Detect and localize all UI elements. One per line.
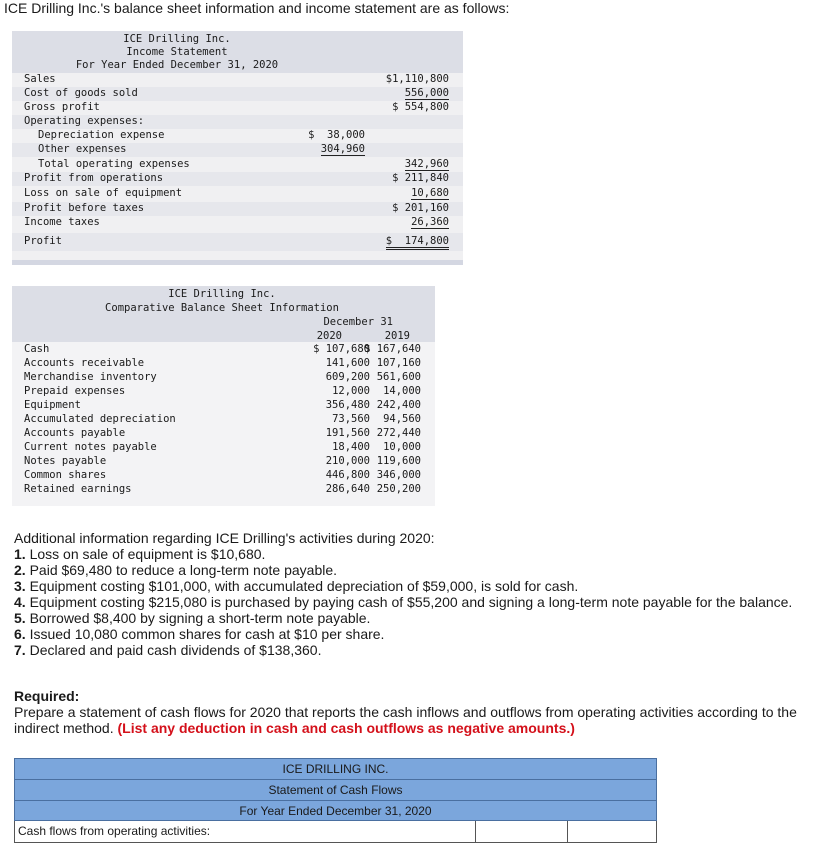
bs-value-2019: 10,000 bbox=[383, 441, 421, 453]
bs-row bbox=[12, 357, 435, 371]
is-label: Total operating expenses bbox=[38, 158, 190, 170]
cf-amount-input-2[interactable] bbox=[568, 821, 657, 842]
additional-item bbox=[14, 578, 792, 594]
is-label: Profit bbox=[24, 235, 62, 247]
bs-label: Merchandise inventory bbox=[24, 371, 157, 383]
additional-item bbox=[14, 594, 792, 610]
bs-value-2020: $ 107,680 bbox=[313, 343, 370, 355]
is-value: 342,960 bbox=[404, 158, 449, 170]
additional-item-number: 3. bbox=[14, 578, 26, 594]
bs-date-header: December 31 bbox=[323, 316, 393, 328]
cf-title-period-text: For Year Ended December 31, 2020 bbox=[239, 804, 432, 818]
balance-sheet-header bbox=[12, 286, 435, 342]
cash-flow-table bbox=[14, 758, 657, 838]
additional-item bbox=[14, 626, 792, 642]
is-value: 556,000 bbox=[404, 87, 449, 99]
is-label: Profit before taxes bbox=[24, 202, 145, 214]
additional-item-text: Issued 10,080 common shares for cash at $10 per share. bbox=[29, 626, 385, 642]
bs-value-2019: 107,160 bbox=[376, 357, 421, 369]
bs-label: Notes payable bbox=[24, 455, 107, 467]
additional-list bbox=[14, 546, 792, 658]
balance-sheet-table bbox=[12, 286, 435, 506]
bs-label: Accumulated depreciation bbox=[24, 413, 176, 425]
is-value: $1,110,800 bbox=[385, 73, 449, 85]
bs-row bbox=[12, 441, 435, 455]
is-row-sales bbox=[12, 73, 463, 87]
cf-amount-input-1[interactable] bbox=[476, 821, 568, 842]
is-value: $ 554,800 bbox=[392, 101, 449, 113]
income-statement-header bbox=[12, 31, 463, 73]
is-row-total-operating bbox=[12, 158, 463, 172]
bs-value-2019: 272,440 bbox=[376, 427, 421, 439]
bs-row bbox=[12, 483, 435, 497]
bs-row bbox=[12, 469, 435, 483]
is-label: Income taxes bbox=[24, 216, 100, 228]
bs-value-2020: 356,480 bbox=[325, 399, 370, 411]
cf-title-company-text: ICE DRILLING INC. bbox=[282, 762, 389, 776]
bs-row bbox=[12, 455, 435, 469]
additional-item-text: Paid $69,480 to reduce a long-term note payable. bbox=[29, 562, 338, 578]
is-label: Sales bbox=[24, 73, 56, 85]
cf-title-statement-text: Statement of Cash Flows bbox=[268, 783, 403, 797]
is-title-period: For Year Ended December 31, 2020 bbox=[75, 59, 279, 71]
additional-item-number: 5. bbox=[14, 610, 26, 626]
additional-item bbox=[14, 546, 792, 562]
is-label: Other expenses bbox=[38, 143, 127, 155]
is-label: Depreciation expense bbox=[38, 129, 165, 141]
is-label: Cost of goods sold bbox=[24, 87, 138, 99]
is-title-statement: Income Statement bbox=[126, 46, 228, 58]
additional-item bbox=[14, 610, 792, 626]
is-row-profit-operations bbox=[12, 172, 463, 186]
bs-value-2019: 250,200 bbox=[376, 483, 421, 495]
additional-item-number: 4. bbox=[14, 594, 26, 610]
required-instruction: Prepare a statement of cash flows for 2020 that reports the cash inflows and outflows from operating activities according to the indirect method. bbox=[14, 704, 797, 736]
cf-row-operating bbox=[14, 821, 657, 843]
bs-col-2020: 2020 bbox=[316, 330, 342, 342]
is-row-operating-expenses bbox=[12, 115, 463, 129]
is-value: $ 38,000 bbox=[308, 129, 365, 141]
additional-item-number: 6. bbox=[14, 626, 26, 642]
is-label: Loss on sale of equipment bbox=[24, 187, 183, 199]
bs-value-2020: 446,800 bbox=[325, 469, 370, 481]
is-row-cogs bbox=[12, 87, 463, 101]
bs-row bbox=[12, 399, 435, 413]
bs-value-2020: 18,400 bbox=[332, 441, 370, 453]
is-footer-bar bbox=[12, 260, 463, 265]
is-value: 304,960 bbox=[320, 143, 365, 155]
bs-value-2020: 210,000 bbox=[325, 455, 370, 467]
bs-label: Accounts receivable bbox=[24, 357, 145, 369]
bs-value-2020: 609,200 bbox=[325, 371, 370, 383]
bs-value-2020: 12,000 bbox=[332, 385, 370, 397]
bs-value-2019: 119,600 bbox=[376, 455, 421, 467]
additional-item-text: Declared and paid cash dividends of $138,360. bbox=[29, 642, 322, 658]
bs-value-2019: 14,000 bbox=[383, 385, 421, 397]
bs-title-statement: Comparative Balance Sheet Information bbox=[105, 302, 339, 314]
additional-item bbox=[14, 562, 792, 578]
cf-operating-label: Cash flows from operating activities: bbox=[15, 821, 476, 842]
is-value: $ 201,160 bbox=[392, 202, 449, 214]
required-text bbox=[14, 704, 819, 736]
required-section bbox=[14, 688, 819, 736]
is-title-company: ICE Drilling Inc. bbox=[123, 33, 231, 45]
additional-information bbox=[14, 530, 792, 658]
additional-item bbox=[14, 642, 792, 658]
bs-value-2020: 191,560 bbox=[325, 427, 370, 439]
bs-row bbox=[12, 385, 435, 399]
bs-label: Accounts payable bbox=[24, 427, 126, 439]
additional-item-number: 7. bbox=[14, 642, 26, 658]
additional-item-text: Loss on sale of equipment is $10,680. bbox=[29, 546, 266, 562]
cf-title-statement bbox=[14, 779, 657, 800]
additional-item-text: Equipment costing $215,080 is purchased by paying cash of $55,200 and signing a long-term note payable for the balance. bbox=[29, 594, 793, 610]
cf-title-period bbox=[14, 800, 657, 821]
bs-label: Common shares bbox=[24, 469, 107, 481]
required-note: (List any deduction in cash and cash outflows as negative amounts.) bbox=[117, 720, 575, 736]
is-label: Operating expenses: bbox=[24, 115, 145, 127]
bs-label: Current notes payable bbox=[24, 441, 157, 453]
required-heading: Required: bbox=[14, 688, 80, 704]
bs-label: Prepaid expenses bbox=[24, 385, 126, 397]
bs-value-2019: 94,560 bbox=[383, 413, 421, 425]
is-value: 26,360 bbox=[411, 216, 449, 228]
is-value: $ 211,840 bbox=[392, 172, 449, 184]
additional-item-number: 1. bbox=[14, 546, 26, 562]
is-row-depreciation bbox=[12, 129, 463, 143]
bs-title-company: ICE Drilling Inc. bbox=[168, 288, 276, 300]
bs-row bbox=[12, 427, 435, 441]
bs-label: Equipment bbox=[24, 399, 81, 411]
is-label: Gross profit bbox=[24, 101, 100, 113]
is-value: $ 174,800 bbox=[386, 235, 449, 250]
bs-value-2019: 242,400 bbox=[376, 399, 421, 411]
bs-row bbox=[12, 413, 435, 427]
bs-row bbox=[12, 343, 435, 357]
additional-item-text: Equipment costing $101,000, with accumulated depreciation of $59,000, is sold for cash. bbox=[29, 578, 579, 594]
additional-heading: Additional information regarding ICE Drilling's activities during 2020: bbox=[14, 530, 435, 546]
is-row-profit-before-taxes bbox=[12, 202, 463, 216]
bs-value-2019: 346,000 bbox=[376, 469, 421, 481]
bs-label: Cash bbox=[24, 343, 50, 355]
is-value: 10,680 bbox=[411, 187, 449, 199]
bs-label: Retained earnings bbox=[24, 483, 132, 495]
cf-title-company bbox=[14, 758, 657, 779]
is-row-other-expenses bbox=[12, 143, 463, 157]
is-row-profit bbox=[12, 233, 463, 251]
income-statement-table bbox=[12, 31, 463, 265]
is-label: Profit from operations bbox=[24, 172, 164, 184]
additional-item-number: 2. bbox=[14, 562, 26, 578]
additional-item-text: Borrowed $8,400 by signing a short-term note payable. bbox=[29, 610, 371, 626]
bs-value-2019: $ 167,640 bbox=[364, 343, 421, 355]
is-row-loss-sale bbox=[12, 187, 463, 201]
intro-text: ICE Drilling Inc.'s balance sheet information and income statement are as follows: bbox=[4, 0, 510, 16]
bs-value-2020: 73,560 bbox=[332, 413, 370, 425]
bs-value-2020: 141,600 bbox=[325, 357, 370, 369]
bs-value-2020: 286,640 bbox=[325, 483, 370, 495]
bs-row bbox=[12, 371, 435, 385]
bs-col-2019: 2019 bbox=[384, 330, 410, 342]
is-row-gross-profit bbox=[12, 101, 463, 115]
bs-value-2019: 561,600 bbox=[376, 371, 421, 383]
is-row-income-taxes bbox=[12, 216, 463, 230]
